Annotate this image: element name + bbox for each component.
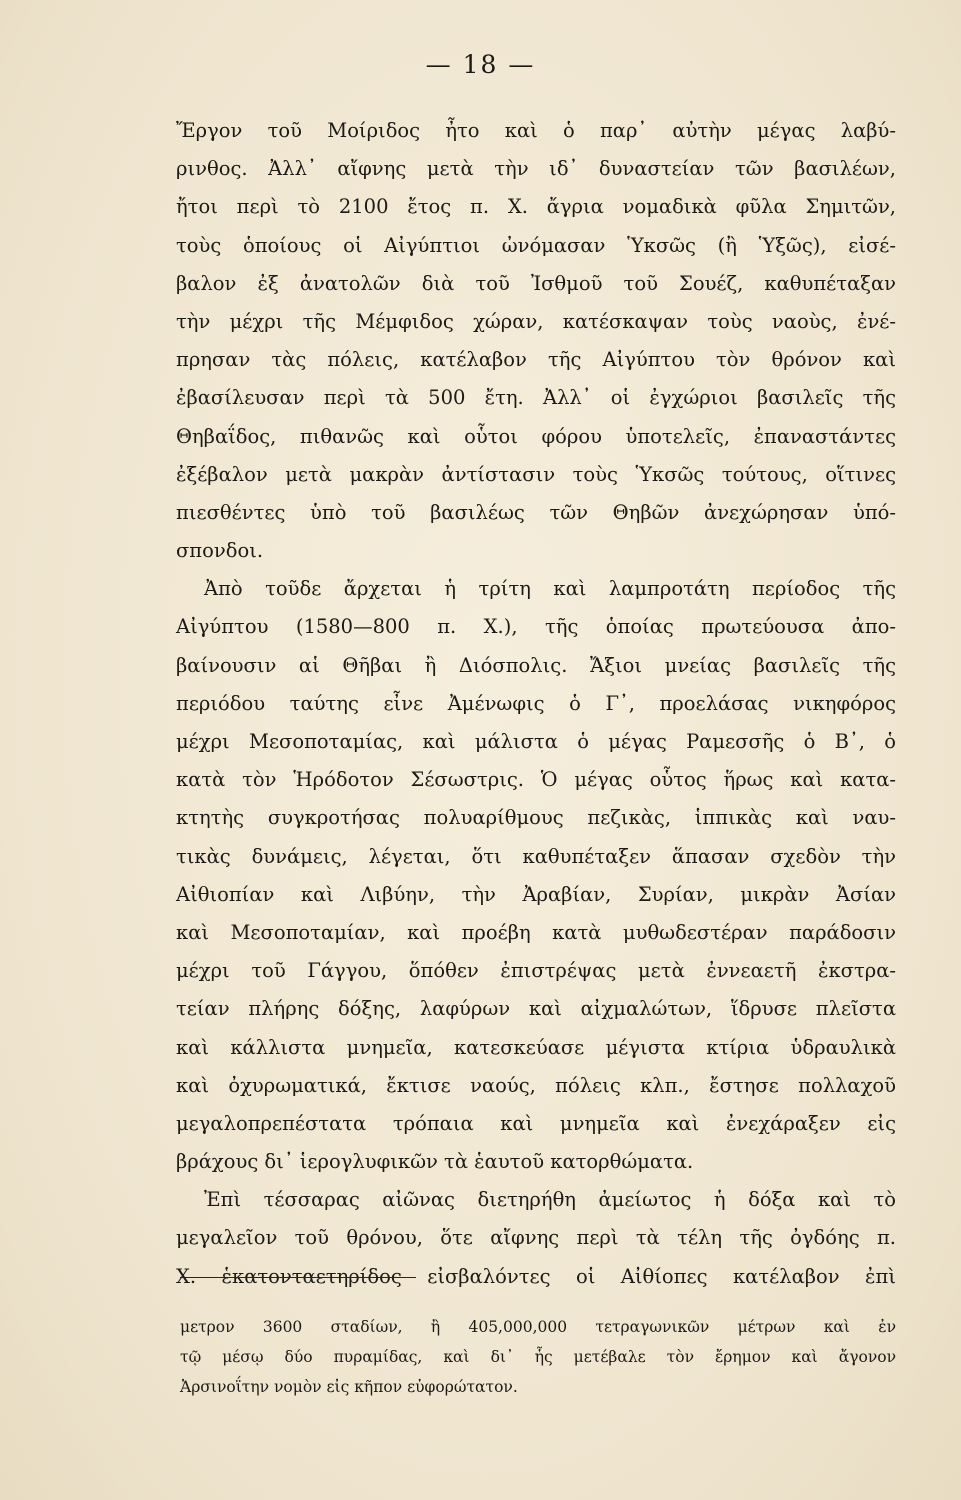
main-text <box>176 112 896 1296</box>
footnote-line: Ἀρσινοΐτην νομὸν εἰς κῆπον εὐφορώτατον. <box>180 1378 518 1396</box>
text-line: πιεσθέντες ὑπὸ τοῦ βασιλέως τῶν Θηβῶν ἀνεχώρησαν ὑπό- <box>176 500 896 524</box>
text-line: τείαν πλήρης δόξης, λαφύρων καὶ αἰχμαλώτων, ἵδρυσε πλεῖστα <box>176 997 896 1021</box>
text-line: ἤτοι περὶ τὸ 2100 ἔτος π. Χ. ἄγρια νομαδικὰ φῦλα Σημιτῶν, <box>176 195 896 219</box>
footnote-line: μετρον 3600 σταδίων, ἢ 405,000,000 τετραγωνικῶν μέτρων καὶ ἐν <box>180 1318 896 1336</box>
text-line: μέχρι τοῦ Γάγγου, ὅπόθεν ἐπιστρέψας μετὰ ἐννεαετῆ ἐκστρα- <box>176 959 896 983</box>
text-line: μεγαλοπρεπέστατα τρόπαια καὶ μνημεῖα καὶ ἐνεχάραξεν εἰς <box>176 1111 896 1135</box>
text-line: Αἰγύπτου (1580—800 π. Χ.), τῆς ὁποίας πρωτεύουσα ἀπο- <box>176 615 896 639</box>
text-line: Ἔργον τοῦ Μοίριδος ἦτο καὶ ὁ παρ᾽ αὐτὴν μέγας λαβύ- <box>176 119 896 142</box>
text-line: Ἐπὶ τέσσαρας αἰῶνας διετηρήθη ἀμείωτος ἡ δόξα καὶ τὸ <box>204 1188 896 1212</box>
text-line: βαλον ἐξ ἀνατολῶν διὰ τοῦ Ἰσθμοῦ τοῦ Σουέζ, καθυπέταξαν <box>176 271 896 295</box>
text-line: κατὰ τὸν Ἡρόδοτον Σέσωστρις. Ὁ μέγας οὗτος ἥρως καὶ κατα- <box>176 768 896 792</box>
text-line: σπονδοι. <box>176 539 264 563</box>
text-line: πρησαν τὰς πόλεις, κατέλαβον τῆς Αἰγύπτου τὸν θρόνον καὶ <box>176 348 896 372</box>
footnote-line: τῷ μέσῳ δύο πυραμίδας, καὶ δι᾽ ἧς μετέβαλε τὸν ἔρημον καὶ ἄγονον <box>180 1348 896 1366</box>
text-line: καὶ Μεσοποταμίαν, καὶ προέβη κατὰ μυθωδεστέραν παράδοσιν <box>176 920 896 944</box>
text-line: Θηβαΐδος, πιθανῶς καὶ οὗτοι φόρου ὑποτελεῖς, ἐπαναστάντες <box>176 424 896 448</box>
text-line: καὶ ὀχυρωματικά, ἔκτισε ναούς, πόλεις κλπ., ἔστησε πολλαχοῦ <box>176 1073 896 1097</box>
text-line: τικὰς δυνάμεις, λέγεται, ὅτι καθυπέταξεν ἅπασαν σχεδὸν τὴν <box>176 844 896 868</box>
page-number: — 18 — <box>425 50 536 79</box>
text-line: τοὺς ὁποίους οἱ Αἰγύπτιοι ὠνόμασαν Ὑκσῶς (ἢ Ὑξῶς), εἰσέ- <box>176 233 896 257</box>
text-line: περιόδου ταύτης εἶνε Ἀμένωφις ὁ Γ᾽, προελάσας νικηφόρος <box>176 691 896 715</box>
footnotes <box>180 1312 896 1402</box>
text-line: Ἀπὸ τοῦδε ἄρχεται ἡ τρίτη καὶ λαμπροτάτη περίοδος τῆς <box>204 577 896 601</box>
text-line: μέχρι Μεσοποταμίας, καὶ μάλιστα ὁ μέγας Ραμεσσῆς ὁ Β᾽, ὁ <box>176 730 896 753</box>
text-line: ἐβασίλευσαν περὶ τὰ 500 ἔτη. Ἀλλ᾽ οἱ ἐγχώριοι βασιλεῖς τῆς <box>176 386 896 410</box>
text-line: ρινθος. Ἀλλ᾽ αἴφνης μετὰ τὴν ιδ᾽ δυναστείαν τῶν βασιλέων, <box>176 157 896 181</box>
text-line: τὴν μέχρι τῆς Μέμφιδος χώραν, κατέσκαψαν τοὺς ναοὺς, ἐνέ- <box>176 309 896 333</box>
text-line: βαίνουσιν αἱ Θῆβαι ἢ Διόσπολις. Ἄξιοι μνείας βασιλεῖς τῆς <box>176 653 896 677</box>
text-line: βράχους δι᾽ ἱερογλυφικῶν τὰ ἑαυτοῦ κατορθώματα. <box>176 1150 694 1174</box>
text-line: κτητὴς συγκροτήσας πολυαρίθμους πεζικὰς, ἱππικὰς καὶ ναυ- <box>176 806 896 830</box>
footnote-divider <box>180 1277 416 1278</box>
text-line: καὶ κάλλιστα μνημεῖα, κατεσκεύασε μέγιστα κτίρια ὑδραυλικὰ <box>176 1035 896 1059</box>
text-line: μεγαλεῖον τοῦ θρόνου, ὅτε αἴφνης περὶ τὰ τέλη τῆς ὀγδόης π. <box>176 1226 896 1250</box>
text-line: ἐξέβαλον μετὰ μακρὰν ἀντίστασιν τοὺς Ὑκσῶς τούτους, οἵτινες <box>176 462 896 486</box>
text-line: Αἰθιοπίαν καὶ Λιβύην, τὴν Ἀραβίαν, Συρίαν, μικρὰν Ἀσίαν <box>176 882 896 906</box>
text-line: Χ. ἑκατονταετηρίδος εἰσβαλόντες οἱ Αἰθίοπες κατέλαβον ἐπὶ <box>176 1264 896 1288</box>
